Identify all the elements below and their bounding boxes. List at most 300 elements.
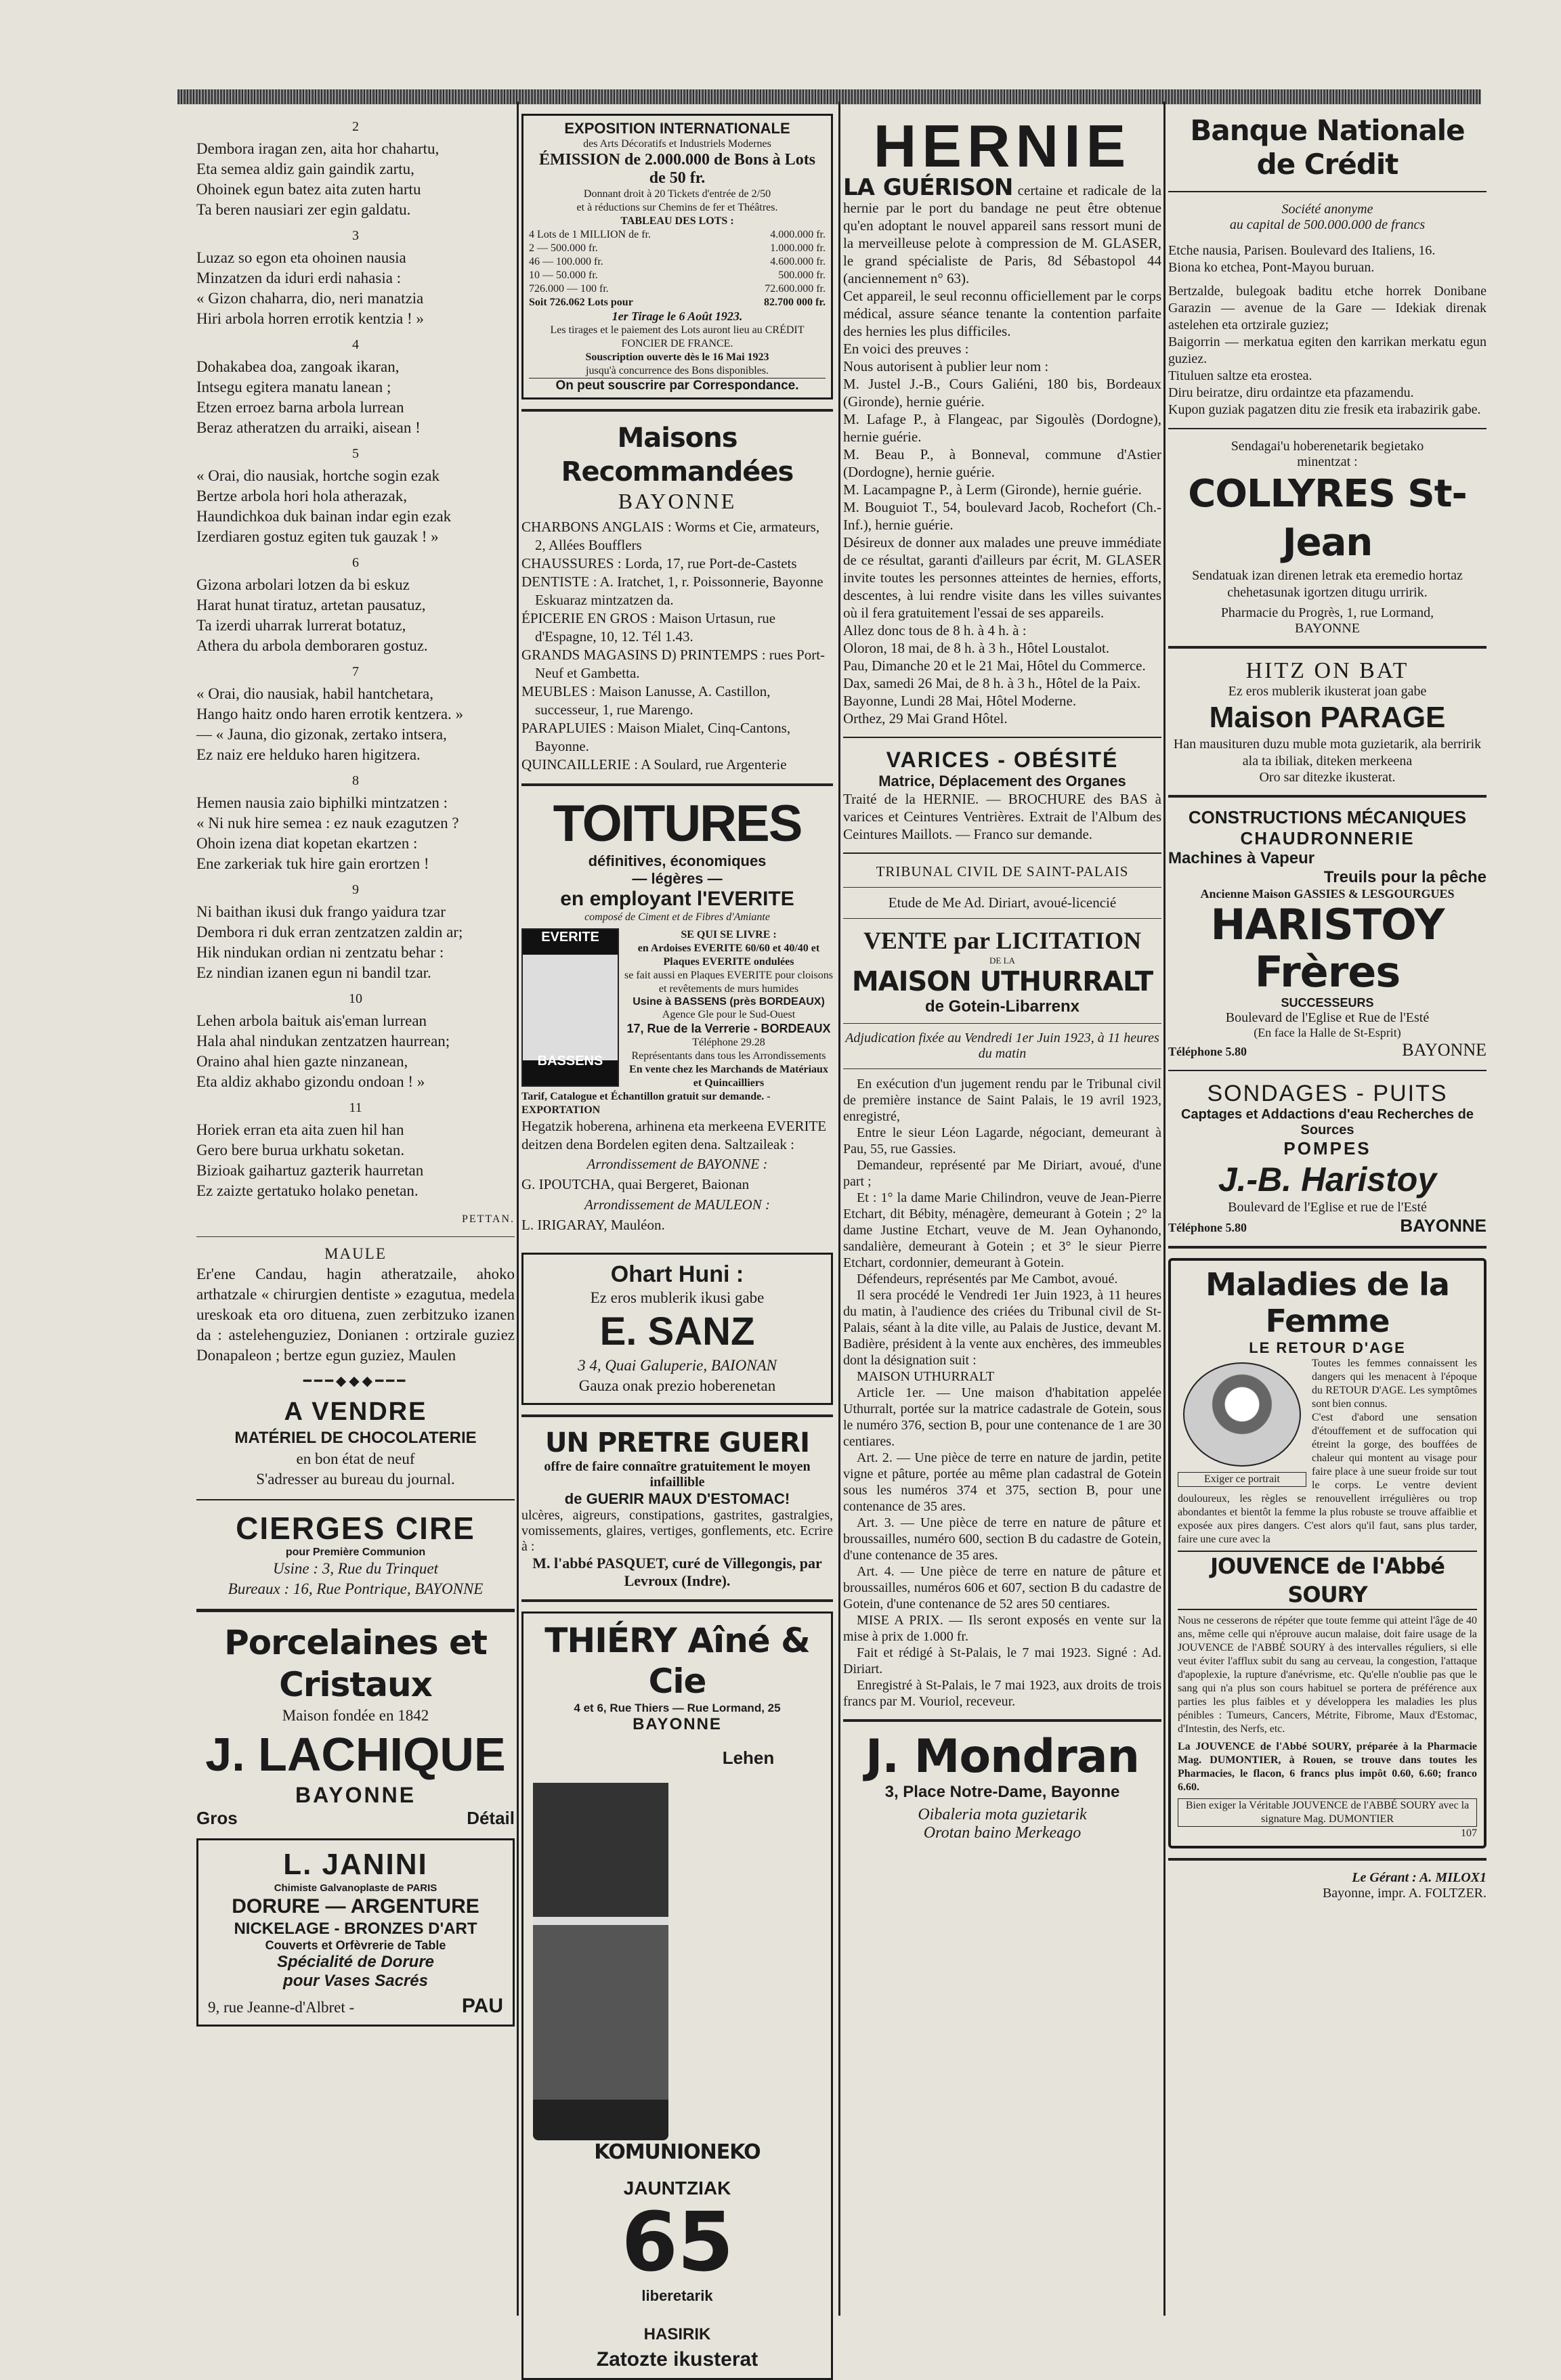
tribunal-paragraph: Défendeurs, représentés par Me Cambot, avoué. bbox=[857, 1272, 1118, 1286]
column-1 bbox=[196, 114, 515, 2308]
toitures-basque: Hegatzik hoberena, arhinena eta merkeena EVERITE deitzen dena Bordelen egiten dena. Saltzaileak : bbox=[521, 1118, 827, 1152]
poem-line: Minzatzen da iduri erdi nahasia : bbox=[196, 269, 402, 286]
divider bbox=[1168, 1070, 1487, 1071]
cierges-usine: Usine : 3, Rue du Trinquet bbox=[272, 1560, 439, 1577]
hernie-ad bbox=[843, 174, 1162, 727]
banque-sub2: au capital de 500.000.000 de francs bbox=[1229, 217, 1426, 232]
thiery-word4: HASIRIK bbox=[643, 2325, 711, 2343]
maladies-p3: Nous ne cesserons de répéter que toute femme qui atteint l'âge de 40 ans, même celle qui n'éprouve aucun malaise, doit faire usage de la JOUVENCE de l'ABBÉ SOURY à des intervalles réguliers, si elle veut éviter l'afflux subit du sang au cerveau, la congestion, l'attaque d'apoplexie, la rupture d'anévrisme, etc. Qu'elle n'oublie pas que le sang qui n'a plus son cours habituel se portera de préférence aux parties les plus faibles et y développera les maladies les plus pénibles : Tumeurs, Cancers, Métrite, Fibrome, Maux d'Estomac, d'Intestin, des Nerfs, etc. bbox=[1178, 1615, 1477, 1735]
thiery-addr: 4 et 6, Rue Thiers — Rue Lormand, 25 bbox=[574, 1702, 781, 1714]
tribunal-dela: DE LA bbox=[989, 955, 1015, 966]
expo-total-label: Soit 726.062 Lots pour bbox=[529, 297, 633, 308]
porcelaines-ad bbox=[196, 1622, 515, 1829]
banque-p2: Biona ko etchea, Pont-Mayou buruan. bbox=[1168, 260, 1375, 275]
thiery-word1: Lehen bbox=[722, 1748, 775, 1768]
maladies-num: 107 bbox=[1461, 1827, 1477, 1839]
expo-souscription: Souscription ouverte dès le 16 Mai 1923 bbox=[585, 351, 769, 363]
hernie-p16: Orthez, 29 Mai Grand Hôtel. bbox=[843, 710, 1008, 727]
janini-line4: Spécialité de Dorure bbox=[276, 1953, 435, 1971]
poem-line: Hemen nausia zaio biphilki mintzatzen : bbox=[196, 794, 448, 811]
everite-img-bottom: BASSENS bbox=[537, 1054, 603, 1068]
top-rule bbox=[177, 89, 1481, 104]
janini-ad bbox=[196, 1838, 515, 2027]
sondages-tel: Téléphone 5.80 bbox=[1168, 1221, 1247, 1234]
expo-tableau: TABLEAU DES LOTS : bbox=[620, 215, 734, 227]
hernie-title: HERNIE bbox=[873, 112, 1132, 179]
divider bbox=[843, 737, 1161, 738]
divider bbox=[1168, 1858, 1487, 1861]
hernie-p2: Cet appareil, le seul reconnu officiellement par le corps médical, assure séance tenante la contention parfaite des hernies les plus difficiles. bbox=[843, 288, 1161, 339]
pretre-ad bbox=[521, 1427, 833, 1590]
cierges-bureaux: Bureaux : 16, Rue Pontrique, BAYONNE bbox=[228, 1580, 484, 1597]
poem-line: Dembora iragan zen, aita hor chahartu, bbox=[196, 140, 440, 157]
column-rule bbox=[838, 102, 840, 2316]
sondages-name: J.-B. Haristoy bbox=[1218, 1161, 1437, 1198]
banque-p4: Baigorrin — merkatua egiten den karrikan merkatu egun guziez. bbox=[1168, 334, 1487, 366]
stanza bbox=[196, 575, 515, 656]
tribunal-maison: MAISON UTHURRALT bbox=[851, 966, 1153, 997]
divider bbox=[521, 409, 833, 412]
everite-img-top: EVERITE bbox=[541, 930, 599, 945]
collyres-title: COLLYRES St-Jean bbox=[1188, 472, 1467, 565]
stanza bbox=[196, 684, 515, 765]
poem-line: Oraino ahal hien gazte ninzanean, bbox=[196, 1053, 408, 1070]
maule-text: Er'ene Candau, hagin atheratzaile, ahoko arthatzale « chirurgien dentiste » ezagutua, medela ureskoak eta oro dituena, zuen zerbitzuko izanen da : astelehenguziez, Donianen : ortzirale guziez Donapaleon ; bertze egun guziez, Maulen bbox=[196, 1265, 515, 1364]
collyres-p1: Sendatuak izan direnen letrak eta eremedio hortaz chehetasunak igortzen ditugu urririk. bbox=[1192, 568, 1463, 600]
avendre-line1: en bon état de neuf bbox=[296, 1450, 415, 1467]
tribunal-body bbox=[843, 1076, 1161, 1710]
poem-line: Ez naiz ere helduko haren higitzera. bbox=[196, 746, 421, 763]
poem-line: Ta beren nausiari zer egin galdatu. bbox=[196, 201, 411, 218]
toitures-ad bbox=[521, 796, 833, 1235]
tribunal-lieu: de Gotein-Libarrenx bbox=[924, 997, 1080, 1016]
hernie-p5: M. Justel J.-B., Cours Galiéni, 180 bis, Bordeaux (Gironde), hernie guérie. bbox=[843, 376, 1161, 410]
constructions-addr: Boulevard de l'Eglise et Rue de l'Esté bbox=[1225, 1010, 1430, 1025]
ohart-line1: Ez eros mublerik ikusi gabe bbox=[590, 1289, 765, 1306]
poem-line: Gero bere burua urkhatu soketan. bbox=[196, 1142, 405, 1159]
ohart-name: E. SANZ bbox=[599, 1310, 755, 1354]
poem-line: Ni baithan ikusi duk frango yaidura tzar bbox=[196, 903, 446, 920]
toitures-line5: SE QUI SE LIVRE : bbox=[681, 929, 777, 940]
maisons-list bbox=[521, 518, 833, 774]
expo-lot-value: 72.600.000 fr. bbox=[765, 283, 826, 295]
poem-line: Ta izerdi uharrak lurrerat botatuz, bbox=[196, 617, 406, 634]
avendre-ad bbox=[196, 1396, 515, 1490]
stanza bbox=[196, 1011, 515, 1092]
janini-line5: pour Vases Sacrés bbox=[283, 1972, 428, 1990]
hitz-ad bbox=[1168, 658, 1487, 785]
maladies-p2: C'est d'abord une sensation d'étouffement et de suffocation qui étreint la gorge, des bouffées de chaleur qui montent au visage pour faire place à une sueur froide sur tout le corps. Le ventre devient douloureux, les règles se renouvellent irrégulières ou trop abondantes et bientôt la femme la plus robuste se trouve affaiblie et exposée aux pires dangers. C'est alors qu'il faut, sans plus tarder, faire une cure avec la bbox=[1178, 1412, 1477, 1545]
poem-line: Beraz atheratzen du arraiki, aisean ! bbox=[196, 419, 421, 436]
thiery-footer: Zatozte ikusterat bbox=[596, 2348, 758, 2371]
stanza-number: 7 bbox=[352, 664, 359, 679]
poem-line: « Ni nuk hire semea : ez nauk ezagutzen ? bbox=[196, 815, 459, 831]
maisons-city: BAYONNE bbox=[618, 489, 737, 513]
expo-lot-label: 726.000 — 100 fr. bbox=[529, 283, 609, 295]
toitures-tel: Téléphone 29.28 bbox=[692, 1037, 765, 1048]
tribunal-paragraph: Article 1er. — Une maison d'habitation appelée Uthurralt, portée sur la matrice cadastrale de Gotein, sous le numéro 376, section B, pour une contenance de 1 are 30 centiares. bbox=[843, 1385, 1161, 1449]
banque-ad bbox=[1168, 114, 1487, 418]
maisons-item: DENTISTE : A. Iratchet, 1, r. Poissonnerie, Bayonne Eskuaraz mintzatzen da. bbox=[521, 574, 824, 608]
tribunal-paragraph: Art. 2. — Une pièce de terre en nature de jardin, petite vigne et pâture, portée au même plan cadastral de Gotein sous les numéros 374 et 375, section B, pour une contenance de 35 ares. bbox=[843, 1450, 1161, 1514]
toitures-agence: Agence Gle pour le Sud-Ouest bbox=[662, 1009, 796, 1020]
poem-line: Etzen erroez barna arbola lurrean bbox=[196, 399, 404, 416]
poem-line: Eta semea aldiz gain gaindik zartu, bbox=[196, 160, 414, 177]
porcelaines-city: BAYONNE bbox=[295, 1783, 416, 1807]
maisons-item: PARAPLUIES : Maison Mialet, Cinq-Cantons, Bayonne. bbox=[521, 720, 791, 754]
poem-line: Luzaz so egon eta ohoinen nausia bbox=[196, 249, 406, 266]
maisons-item: GRANDS MAGASINS D) PRINTEMPS : rues Port-Neuf et Gambetta. bbox=[521, 647, 826, 681]
tribunal-paragraph: Art. 4. — Une pièce de terre en nature de pâture et broussailles, numéros 606 et 607, section B du cadastre de Gotein, d'une contenance de 52 ares 50 centiares. bbox=[843, 1564, 1161, 1611]
tribunal-paragraph: Art. 3. — Une pièce de terre en nature de pâture et broussailles, numéro 600, section B du cadastre de Gotein, d'une contenance de 35 ares. bbox=[843, 1515, 1161, 1563]
ornament-divider: ━━━◆◆◆━━━ bbox=[303, 1374, 408, 1389]
maisons-ad bbox=[521, 421, 833, 774]
expo-lot-row bbox=[529, 282, 826, 296]
banque-sub1: Société anonyme bbox=[1281, 202, 1373, 217]
thiery-title: THIÉRY Aîné & Cie bbox=[544, 1621, 810, 1701]
toitures-line1: définitives, économiques bbox=[588, 852, 767, 869]
porcelaines-gros: Gros bbox=[196, 1808, 238, 1828]
ohart-title: Ohart Huni : bbox=[610, 1261, 744, 1287]
poem-line: Hala ahal nindukan zentzatzen haurrean; bbox=[196, 1033, 450, 1050]
divider bbox=[1168, 428, 1487, 429]
toitures-addr: 17, Rue de la Verrerie - BORDEAUX bbox=[626, 1022, 831, 1035]
janini-line1: DORURE — ARGENTURE bbox=[232, 1895, 479, 1918]
sondages-sub: Captages et Addactions d'eau Recherches de Sources bbox=[1181, 1107, 1474, 1138]
tribunal-adjudication: Adjudication fixée au Vendredi 1er Juin 1923, à 11 heures du matin bbox=[845, 1031, 1159, 1061]
janini-line3: Couverts et Orfèvrerie de Table bbox=[265, 1939, 446, 1952]
janini-name: L. JANINI bbox=[283, 1848, 428, 1881]
expo-line3: Les tirages et le paiement des Lots auront lieu au CRÉDIT FONCIER DE FRANCE. bbox=[550, 324, 805, 349]
varices-ad bbox=[843, 748, 1161, 843]
thiery-word3: JAUNTZIAK bbox=[623, 2178, 731, 2199]
poem-line: Eta aldiz akhabo gizondu ondoan ! » bbox=[196, 1073, 425, 1090]
tribunal-vente: VENTE par LICITATION bbox=[863, 927, 1142, 954]
hernie-p10: Désireux de donner aux malades une preuve immédiate de ce résultat, garanti d'ailleurs par écrit, M. GLASER invite toutes les personnes atteintes de hernies, efforts, descentes, à lui rendre visite dans les villes suivantes où il fera gratuitement l'essai de ses appareils. bbox=[843, 534, 1161, 621]
toitures-line2: — légères — bbox=[632, 870, 723, 887]
maladies-sub: LE RETOUR D'AGE bbox=[1249, 1339, 1406, 1356]
sondages-city: BAYONNE bbox=[1400, 1215, 1487, 1236]
poem-line: Horiek erran eta aita zuen hil han bbox=[196, 1121, 404, 1138]
hernie-p15: Bayonne, Lundi 28 Mai, Hôtel Moderne. bbox=[843, 693, 1077, 709]
toitures-line6: en Ardoises EVERITE 60/60 et 40/40 et Plaques EVERITE ondulées bbox=[637, 943, 820, 968]
expo-total-value: 82.700 000 fr. bbox=[764, 297, 826, 308]
divider bbox=[521, 783, 833, 786]
ohart-line2: Gauza onak prezio hoberenetan bbox=[578, 1377, 776, 1394]
poem-line: Haundichkoa duk bainan indar egin ezak bbox=[196, 508, 452, 525]
thiery-city: BAYONNE bbox=[633, 1715, 722, 1733]
poem-line: « Orai, dio nausiak, habil hantchetara, bbox=[196, 685, 433, 702]
hitz-name: Maison PARAGE bbox=[1209, 701, 1446, 734]
thiery-word2: KOMUNIONEKO bbox=[594, 2140, 761, 2164]
varices-text: Traité de la HERNIE. — BROCHURE des BAS à varices et Ceintures Ventrières. Extrait de l'Album des Ceintures Maillots. — Franco sur demande. bbox=[843, 791, 1161, 842]
constructions-line2: Treuils pour la pêche bbox=[1323, 868, 1487, 886]
poem-line: — « Jauna, dio gizonak, zertako intsera, bbox=[196, 726, 447, 743]
avendre-line2: S'adresser au bureau du journal. bbox=[256, 1471, 455, 1488]
stanza-number: 3 bbox=[352, 228, 359, 243]
stanza bbox=[196, 466, 515, 547]
maladies-p4: La JOUVENCE de l'Abbé SOURY, préparée à la Pharmacie Mag. DUMONTIER, à Rouen, se trouve dans toutes les Pharmacies, le flacon, 6 francs plus impôt 0.60, 6.60; franco 6.60. bbox=[1178, 1741, 1477, 1793]
constructions-title: CONSTRUCTIONS MÉCANIQUES bbox=[1188, 807, 1467, 827]
banque-title: Banque Nationale de Crédit bbox=[1190, 114, 1465, 181]
poem-line: Intsegu egitera manatu lanean ; bbox=[196, 378, 391, 395]
expo-lot-label: 46 — 100.000 fr. bbox=[529, 256, 603, 267]
constructions-line3: Ancienne Maison GASSIES & LESGOURGUES bbox=[1200, 887, 1455, 901]
expo-lot-row bbox=[529, 242, 826, 255]
toitures-line9: En vente chez les Marchands de Matériaux et Quincailliers bbox=[629, 1064, 828, 1089]
column-4 bbox=[1168, 114, 1487, 2308]
expo-sub: des Arts Décoratifs et Industriels Modernes bbox=[583, 138, 771, 150]
poem-line: Hango haitz ondo haren errotik kentzera. » bbox=[196, 706, 464, 722]
poem-line: Gizona arbolari lotzen da bi eskuz bbox=[196, 576, 410, 593]
expo-lot-row bbox=[529, 228, 826, 242]
varices-title: VARICES - OBÉSITÉ bbox=[886, 748, 1119, 772]
maladies-ad bbox=[1168, 1258, 1487, 1848]
hernie-p13: Pau, Dimanche 20 et le 21 Mai, Hôtel du Commerce. bbox=[843, 657, 1146, 674]
hernie-p1: certaine et radicale de la hernie par le port du bandage ne peut être obtenue qu'en adoptant le nouvel appareil sans ressort muni de la merveilleuse pelote à compression de M. GLASER, le grand spécialiste de Paris, 8d Sébastopol 44 (anciennement n° 63). bbox=[843, 182, 1162, 286]
divider bbox=[196, 1609, 515, 1612]
divider bbox=[1168, 1246, 1487, 1249]
mondran-name: J. Mondran bbox=[865, 1730, 1140, 1783]
ohart-addr: 3 4, Quai Galuperie, BAIONAN bbox=[578, 1357, 777, 1374]
hernie-p4: Nous autorisent à publier leur nom : bbox=[843, 358, 1049, 374]
sondages-addr: Boulevard de l'Eglise et rue de l'Esté bbox=[1228, 1200, 1427, 1215]
tribunal-paragraph: Enregistré à St-Palais, le 7 mai 1923, aux droits de trois francs par M. Vouriol, receveur. bbox=[843, 1678, 1161, 1709]
constructions-ad bbox=[1168, 807, 1487, 1060]
toitures-line10: Tarif, Catalogue et Échantillon gratuit sur demande. - EXPORTATION bbox=[521, 1091, 771, 1116]
expo-emission: ÉMISSION de 2.000.000 de Bons à Lots de 50 fr. bbox=[538, 151, 816, 187]
hitz-sub: Ez eros mublerik ikusterat joan gabe bbox=[1228, 684, 1427, 699]
janini-city: PAU bbox=[461, 1995, 503, 2017]
poem-line: Lehen arbola baituk ais'eman lurrean bbox=[196, 1012, 427, 1029]
sondages-ad bbox=[1168, 1081, 1487, 1236]
tribunal-paragraph: Fait et rédigé à St-Palais, le 7 mai 1923. Signé : Ad. Diriart. bbox=[843, 1645, 1161, 1676]
divider bbox=[843, 1023, 1161, 1024]
maladies-caption: Exiger ce portrait bbox=[1178, 1472, 1306, 1487]
hernie-p11: Allez donc tous de 8 h. à 4 h. à : bbox=[843, 622, 1027, 639]
pretre-line1: offre de faire connaître gratuitement le moyen infaillible bbox=[544, 1459, 811, 1490]
toitures-arr1: Arrondissement de BAYONNE : bbox=[586, 1156, 768, 1172]
poem-line: Dembora ri duk erran zentzatzen zaldin ar; bbox=[196, 924, 463, 940]
hitz-p2: Oro sar ditezke ikusterat. bbox=[1259, 770, 1396, 785]
expo-lot-value: 1.000.000 fr. bbox=[770, 242, 826, 254]
banque-p3: Bertzalde, bulegoak baditu etche horrek Donibane Garazin — avenue de la Gare — Idekiak direnak astelehen eta ortzirale guziez; bbox=[1168, 284, 1487, 332]
poem-line: Bizioak gaihartuz gazterik haurretan bbox=[196, 1162, 424, 1179]
maisons-item: CHARBONS ANGLAIS : Worms et Cie, armateurs, 2, Allées Boufflers bbox=[521, 519, 820, 553]
stanza bbox=[196, 357, 515, 438]
divider bbox=[1168, 191, 1487, 192]
toitures-line3: en employant l'EVERITE bbox=[560, 888, 794, 910]
poem-line: Dohakabea doa, zangoak ikaran, bbox=[196, 358, 400, 375]
expo-lot-value: 4.600.000 fr. bbox=[770, 256, 826, 267]
hernie-guerison: LA GUÉRISON bbox=[843, 174, 1013, 201]
stanza bbox=[196, 139, 515, 220]
poem-line: « Gizon chaharra, dio, neri manatzia bbox=[196, 290, 424, 307]
expo-footer: On peut souscrire par Correspondance. bbox=[529, 378, 826, 393]
constructions-succ: SUCCESSEURS bbox=[1281, 996, 1374, 1010]
tribunal-paragraph: Demandeur, représenté par Me Diriart, avoué, d'une part ; bbox=[843, 1158, 1161, 1189]
mondran-ad bbox=[843, 1731, 1161, 1842]
poem-line: Hik nindukan ordian ni zentzatu behar : bbox=[196, 944, 444, 961]
abbe-portrait bbox=[1183, 1362, 1301, 1467]
expo-line4: jusqu'à concurrence des Bons disponibles. bbox=[586, 365, 769, 376]
pretre-line4: M. l'abbé PASQUET, curé de Villegongis, par Levroux (Indre). bbox=[532, 1555, 822, 1589]
hernie-p9: M. Bouguiot T., 54, boulevard Jacob, Rochefort (Ch.-Inf.), hernie guérie. bbox=[843, 499, 1161, 533]
banque-p6: Diru beiratze, diru ordaintze eta pfazamendu. bbox=[1168, 385, 1414, 400]
stanza bbox=[196, 1120, 515, 1201]
expo-lot-row bbox=[529, 269, 826, 282]
maule-title: MAULE bbox=[324, 1245, 387, 1262]
maladies-p1: Toutes les femmes connaissent les dangers qui les menacent à l'époque du RETOUR D'AGE. Les symptômes sont bien connus. bbox=[1312, 1358, 1477, 1410]
porcelaines-founded: Maison fondée en 1842 bbox=[282, 1707, 429, 1724]
toitures-line7: se fait aussi en Plaques EVERITE pour cloisons et revêtements de murs humides bbox=[624, 970, 833, 995]
pretre-title: UN PRETRE GUERI bbox=[545, 1427, 809, 1458]
expo-lot-value: 500.000 fr. bbox=[778, 269, 826, 281]
constructions-addr2: (En face la Halle de St-Esprit) bbox=[1254, 1026, 1401, 1039]
stanza-number: 6 bbox=[352, 555, 359, 570]
mondran-line1: Oibaleria mota guzietarik bbox=[918, 1806, 1087, 1823]
poem-signature: PETTAN. bbox=[461, 1213, 515, 1225]
maladies-name: JOUVENCE de l'Abbé SOURY bbox=[1178, 1551, 1477, 1610]
maisons-title: Maisons Recommandées bbox=[561, 423, 794, 488]
toitures-seller1: G. IPOUTCHA, quai Bergeret, Baionan bbox=[521, 1176, 750, 1192]
thiery-ad bbox=[521, 1611, 833, 2380]
toitures-line4: composé de Ciment et de Fibres d'Amiante bbox=[584, 911, 770, 923]
hernie-p14: Dax, samedi 26 Mai, de 8 h. à 3 h., Hôtel de la Paix. bbox=[843, 675, 1141, 691]
hernie-p12: Oloron, 18 mai, de 8 h. à 3 h., Hôtel Loustalot. bbox=[843, 640, 1110, 656]
maisons-item: MEUBLES : Maison Lanusse, A. Castillon, successeur, 1, rue Marengo. bbox=[521, 683, 771, 718]
thiery-unit: liberetarik bbox=[641, 2287, 713, 2304]
stanza-number: 11 bbox=[349, 1100, 362, 1115]
expo-lot-value: 4.000.000 fr. bbox=[770, 229, 826, 240]
expo-lot-label: 2 — 500.000 fr. bbox=[529, 242, 598, 254]
divider bbox=[1168, 795, 1487, 798]
divider bbox=[521, 1414, 833, 1417]
poem-line: « Orai, dio nausiak, hortche sogin ezak bbox=[196, 467, 440, 484]
maisons-item: CHAUSSURES : Lorda, 17, rue Port-de-Castets bbox=[521, 555, 797, 571]
divider bbox=[843, 887, 1161, 888]
stanza-number: 8 bbox=[352, 773, 359, 788]
poem-line: Ez nindian izanen egun ni bandil tzar. bbox=[196, 964, 431, 981]
expo-line2: et à réductions sur Chemins de fer et Théâtres. bbox=[576, 202, 778, 213]
tribunal-etude: Etude de Me Ad. Diriart, avoué-licencié bbox=[888, 894, 1117, 911]
tribunal-paragraph: Entre le sieur Léon Lagarde, négociant, demeurant à Pau, 55, rue Gassies. bbox=[843, 1125, 1161, 1156]
mondran-addr: 3, Place Notre-Dame, Bayonne bbox=[884, 1783, 1120, 1801]
collyres-intro2: minentzat : bbox=[1297, 454, 1358, 469]
everite-illustration bbox=[521, 928, 619, 1087]
janini-addr: 9, rue Jeanne-d'Albret - bbox=[208, 1999, 355, 2016]
tribunal-paragraph: Il sera procédé le Vendredi 1er Juin 1923, à 11 heures du matin, à l'audience des criées du Tribunal civil de St-Palais, séant à la dite ville, au Palais de Justice, devant M. Badière, président à la vente aux enchères, des immeubles dont la désignation suit : bbox=[843, 1288, 1161, 1368]
hernie-p6: M. Lafage P., à Flangeac, par Sigoulès (Dordogne), hernie guérie. bbox=[843, 411, 1161, 445]
poem-line: Athera du arbola demboraren gostuz. bbox=[196, 637, 428, 654]
constructions-sub: CHAUDRONNERIE bbox=[1240, 828, 1415, 848]
poem-line: Hiri arbola horren errotik kentzia ! » bbox=[196, 310, 424, 327]
expo-lot-label: 4 Lots de 1 MILLION de fr. bbox=[529, 229, 651, 240]
gerant: Le Gérant : A. MILOX1 bbox=[1352, 1870, 1487, 1885]
divider bbox=[521, 1599, 833, 1602]
avendre-subtitle: MATÉRIEL DE CHOCOLATERIE bbox=[234, 1429, 477, 1447]
collyres-p2: Pharmacie du Progrès, 1, rue Lormand, bbox=[1220, 605, 1434, 620]
avendre-title: A VENDRE bbox=[284, 1398, 427, 1426]
cierges-ad bbox=[196, 1510, 515, 1599]
janini-line2: NICKELAGE - BRONZES D'ART bbox=[234, 1920, 477, 1938]
imprimeur: Bayonne, impr. A. FOLTZER. bbox=[1322, 1886, 1487, 1901]
hernie-p7: M. Beau P., à Bonneval, commune d'Astier (Dordogne), hernie guérie. bbox=[843, 446, 1161, 480]
stanza-number: 4 bbox=[352, 337, 359, 352]
tribunal-paragraph: MISE A PRIX. — Ils seront exposés en vente sur la mise à prix de 1.000 fr. bbox=[843, 1613, 1161, 1644]
maladies-p5: Bien exiger la Véritable JOUVENCE de l'ABBÉ SOURY avec la signature Mag. DUMONTIER bbox=[1178, 1798, 1477, 1827]
cierges-title: CIERGES CIRE bbox=[236, 1511, 475, 1546]
poem-line: Ene zarkeriak tuk hire gain erortzen ! bbox=[196, 855, 429, 872]
expo-lots-table bbox=[529, 228, 826, 296]
expo-ad bbox=[521, 114, 833, 399]
divider bbox=[843, 1068, 1161, 1069]
hernie-p8: M. Lacampagne P., à Lerm (Gironde), hernie guérie. bbox=[843, 481, 1142, 498]
stanza bbox=[196, 793, 515, 874]
stanza-number: 10 bbox=[349, 991, 362, 1006]
maisons-item: QUINCAILLERIE : A Soulard, rue Argenterie bbox=[521, 756, 787, 773]
poem-line: Ez zaizte gertatuko holako penetan. bbox=[196, 1182, 419, 1199]
stanza-number: 5 bbox=[352, 446, 359, 461]
stanza bbox=[196, 902, 515, 983]
poem bbox=[196, 119, 515, 1201]
toitures-line8: Représentants dans tous les Arrondissements bbox=[631, 1050, 826, 1062]
divider bbox=[1168, 646, 1487, 649]
divider bbox=[196, 1499, 515, 1500]
pretre-line2: de GUERIR MAUX D'ESTOMAC! bbox=[564, 1490, 790, 1507]
toitures-arr2: Arrondissement de MAULEON : bbox=[584, 1196, 770, 1213]
stanza bbox=[196, 248, 515, 329]
constructions-line1: Machines à Vapeur bbox=[1168, 849, 1315, 867]
portrait-block bbox=[1178, 1357, 1306, 1487]
expo-line1: Donnant droit à 20 Tickets d'entrée de 2/50 bbox=[583, 188, 771, 200]
expo-title: EXPOSITION INTERNATIONALE bbox=[564, 120, 790, 137]
collyres-intro1: Sendagai'u hoberenetarik begietako bbox=[1231, 439, 1424, 454]
toitures-usine: Usine à BASSENS (près BORDEAUX) bbox=[633, 996, 825, 1008]
toitures-seller2: L. IRIGARAY, Mauléon. bbox=[521, 1217, 665, 1233]
constructions-city: BAYONNE bbox=[1402, 1040, 1487, 1060]
thiery-price: 65 bbox=[621, 2196, 733, 2290]
tribunal-paragraph: MAISON UTHURRALT bbox=[857, 1369, 995, 1384]
tribunal-paragraph: Et : 1° la dame Marie Chilindron, veuve de Jean-Pierre Etchart, dit Bébity, ménagère, demeurant à Gotein ; 2° la dame Justine Etchart, veuve de M. Jean Oyhanondo, sandalière, demeurant à Gotein ; et 3° le sieur Pierre Etchart, cordonnier, demeurant à Gotein. bbox=[843, 1190, 1161, 1270]
expo-lot-row bbox=[529, 255, 826, 269]
boy-illustration bbox=[533, 1734, 668, 2140]
stanza-number: 9 bbox=[352, 882, 359, 897]
cierges-sub: pour Première Communion bbox=[285, 1546, 426, 1558]
column-rule bbox=[1163, 102, 1166, 2316]
poem-line: Ohoin izena diat kopetan ekartzen : bbox=[196, 835, 418, 852]
tribunal-title: TRIBUNAL CIVIL DE SAINT-PALAIS bbox=[876, 863, 1129, 880]
pretre-line3: ulcères, aigreurs, constipations, gastrites, gastralgies, vomissements, glaires, vertiges, gonflements, etc. Ecrire à : bbox=[521, 1508, 833, 1554]
banque-p1: Etche nausia, Parisen. Boulevard des Italiens, 16. bbox=[1168, 243, 1436, 258]
tribunal-notice bbox=[843, 863, 1161, 1710]
hernie-p3: En voici des preuves : bbox=[843, 341, 969, 357]
poem-line: Bertze arbola hori hola atherazak, bbox=[196, 488, 407, 504]
tribunal-paragraph: En exécution d'un jugement rendu par le Tribunal civil de première instance de Saint Palais, le 19 avril 1923, enregistré, bbox=[843, 1077, 1161, 1124]
divider bbox=[843, 852, 1161, 854]
constructions-tel: Téléphone 5.80 bbox=[1168, 1045, 1247, 1058]
maladies-title: Maladies de la Femme bbox=[1205, 1266, 1449, 1339]
hitz-title: HITZ ON BAT bbox=[1245, 658, 1409, 683]
sondages-pompes: POMPES bbox=[1283, 1138, 1371, 1159]
divider bbox=[843, 1719, 1161, 1722]
collyres-city: BAYONNE bbox=[1295, 621, 1360, 636]
maisons-item: ÉPICERIE EN GROS : Maison Urtasun, rue d'Espagne, 10, 12. Tél 1.43. bbox=[521, 610, 776, 645]
janini-sub: Chimiste Galvanoplaste de PARIS bbox=[274, 1882, 437, 1894]
sondages-title: SONDAGES - PUITS bbox=[1207, 1081, 1448, 1106]
column-2 bbox=[521, 114, 833, 2371]
porcelaines-title: Porcelaines et Cristaux bbox=[224, 1623, 487, 1704]
